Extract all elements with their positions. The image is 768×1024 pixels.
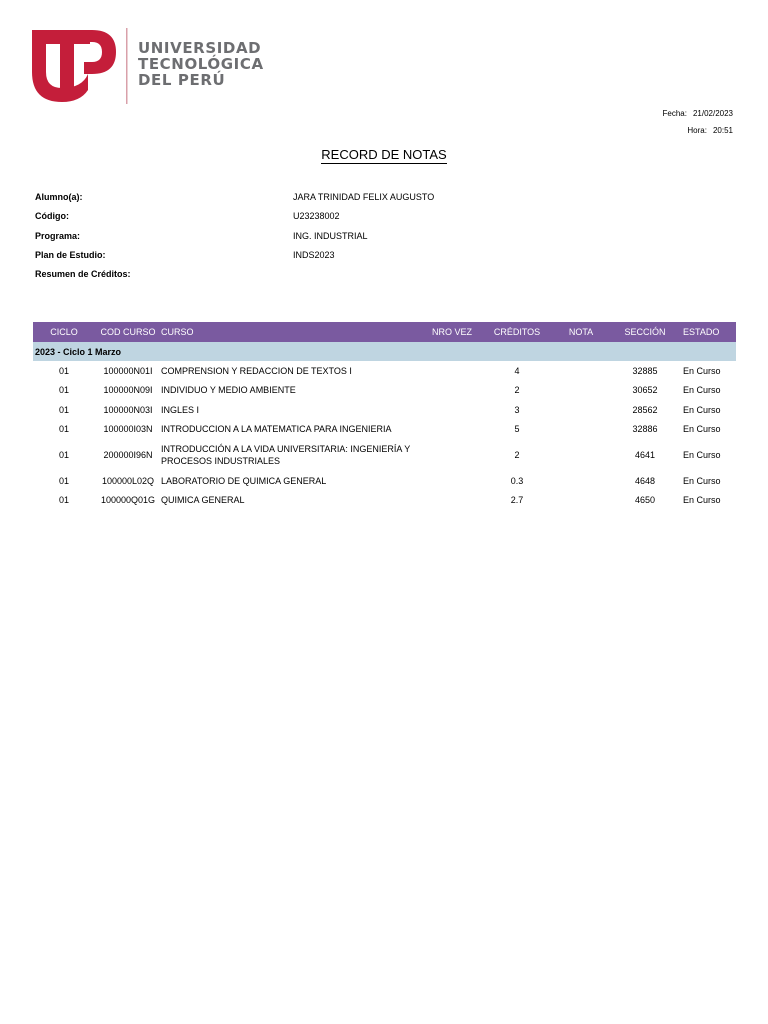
column-header: NRO VEZ	[425, 322, 479, 342]
cell-nro-vez	[425, 491, 479, 511]
info-value: U23238002	[293, 211, 340, 221]
column-header: NOTA	[555, 322, 607, 342]
cell-seccion: 28562	[632, 404, 658, 415]
cell-nota	[555, 439, 607, 471]
date-label: Fecha:	[662, 109, 687, 118]
cell-creditos: 2.7	[510, 495, 524, 506]
table-row	[33, 361, 736, 381]
institution-line: TECNOLÓGICA	[138, 55, 264, 73]
cell-estado: En Curso	[683, 404, 721, 415]
cell-nota	[555, 361, 607, 381]
institution-name	[138, 40, 264, 88]
cell-estado: En Curso	[683, 475, 721, 486]
cell-creditos: 5	[514, 424, 520, 435]
cell-nota	[555, 400, 607, 420]
time-line	[687, 126, 733, 135]
cell-nota	[555, 420, 607, 440]
study-plan-row	[35, 250, 735, 266]
period-row	[33, 342, 736, 361]
column-header: COD CURSO	[95, 322, 161, 342]
cell-seccion: 4648	[634, 475, 656, 486]
cell-cod: 100000L02Q	[101, 475, 155, 486]
cell-ciclo: 01	[58, 450, 69, 460]
info-value: INDS2023	[293, 250, 335, 260]
cell-creditos: 4	[514, 365, 520, 376]
info-label: Plan de Estudio:	[35, 250, 106, 260]
table-header-row	[33, 322, 736, 342]
grades-table	[33, 322, 736, 510]
table-row	[33, 381, 736, 401]
info-label: Alumno(a):	[35, 192, 83, 202]
cell-estado: En Curso	[683, 424, 721, 435]
credits-summary-row	[35, 269, 735, 285]
cell-nota	[555, 381, 607, 401]
document-title	[0, 146, 768, 164]
cell-curso: INGLES I	[161, 404, 200, 415]
cell-nota	[555, 491, 607, 511]
info-value: ING. INDUSTRIAL	[293, 231, 368, 241]
cell-nro-vez	[425, 420, 479, 440]
cell-curso: INDIVIDUO Y MEDIO AMBIENTE	[161, 385, 296, 396]
cell-cod: 100000N03I	[103, 404, 153, 415]
cell-seccion: 30652	[632, 385, 658, 396]
time-value: 20:51	[712, 126, 733, 135]
cell-nro-vez	[425, 381, 479, 401]
info-label: Resumen de Créditos:	[35, 269, 131, 279]
cell-curso: LABORATORIO DE QUIMICA GENERAL	[161, 475, 327, 486]
date-value: 21/02/2023	[692, 109, 733, 118]
cell-ciclo: 01	[58, 385, 69, 396]
cell-ciclo: 01	[58, 495, 69, 506]
cell-estado: En Curso	[683, 495, 721, 506]
table-row	[33, 420, 736, 440]
cell-cod: 100000Q01G	[100, 495, 156, 506]
cell-nro-vez	[425, 400, 479, 420]
cell-nro-vez	[425, 361, 479, 381]
cell-ciclo: 01	[58, 475, 69, 486]
info-label: Código:	[35, 211, 69, 221]
cell-creditos: 3	[514, 404, 520, 415]
date-line	[662, 109, 733, 118]
info-value: JARA TRINIDAD FELIX AUGUSTO	[293, 192, 435, 202]
info-label: Programa:	[35, 231, 81, 241]
cell-curso: INTRODUCCIÓN A LA VIDA UNIVERSITARIA: INGENIERÍA Y PROCESOS INDUSTRIALES	[161, 444, 411, 466]
column-header: ESTADO	[683, 322, 736, 342]
cell-estado: En Curso	[683, 365, 721, 376]
cell-ciclo: 01	[58, 365, 69, 376]
student-name-row	[35, 192, 735, 208]
table-row	[33, 439, 736, 471]
table-row	[33, 400, 736, 420]
cell-estado: En Curso	[683, 450, 721, 460]
cell-curso: COMPRENSION Y REDACCION DE TEXTOS I	[161, 365, 352, 376]
time-label: Hora:	[687, 126, 707, 135]
cell-creditos: 0.3	[510, 475, 524, 486]
cell-curso: QUIMICA GENERAL	[161, 495, 245, 506]
cell-ciclo: 01	[58, 404, 69, 415]
cell-ciclo: 01	[58, 424, 69, 435]
cell-seccion: 4641	[634, 450, 656, 460]
cell-nro-vez	[425, 471, 479, 491]
cell-creditos: 2	[514, 385, 520, 396]
period-label: 2023 - Ciclo 1 Marzo	[33, 342, 736, 361]
cell-cod: 100000N01I	[103, 365, 153, 376]
program-row	[35, 231, 735, 247]
column-header: CURSO	[161, 322, 425, 342]
cell-cod: 100000I03N	[103, 424, 153, 435]
institution-line: DEL PERÚ	[138, 71, 226, 89]
cell-curso: INTRODUCCION A LA MATEMATICA PARA INGENIERIA	[161, 424, 392, 435]
table-row	[33, 491, 736, 511]
cell-seccion: 32886	[632, 424, 658, 435]
cell-cod: 200000I96N	[103, 450, 153, 460]
cell-nro-vez	[425, 439, 479, 471]
institution-line: UNIVERSIDAD	[138, 39, 262, 57]
cell-seccion: 4650	[634, 495, 656, 506]
column-header: CICLO	[33, 322, 95, 342]
cell-estado: En Curso	[683, 385, 721, 396]
column-header: SECCIÓN	[607, 322, 683, 342]
column-header: CRÉDITOS	[479, 322, 555, 342]
student-code-row	[35, 211, 735, 227]
cell-seccion: 32885	[632, 365, 658, 376]
cell-nota	[555, 471, 607, 491]
table-row	[33, 471, 736, 491]
document-title-text: RECORD DE NOTAS	[321, 147, 447, 162]
cell-cod: 100000N09I	[103, 385, 153, 396]
cell-creditos: 2	[514, 450, 520, 460]
